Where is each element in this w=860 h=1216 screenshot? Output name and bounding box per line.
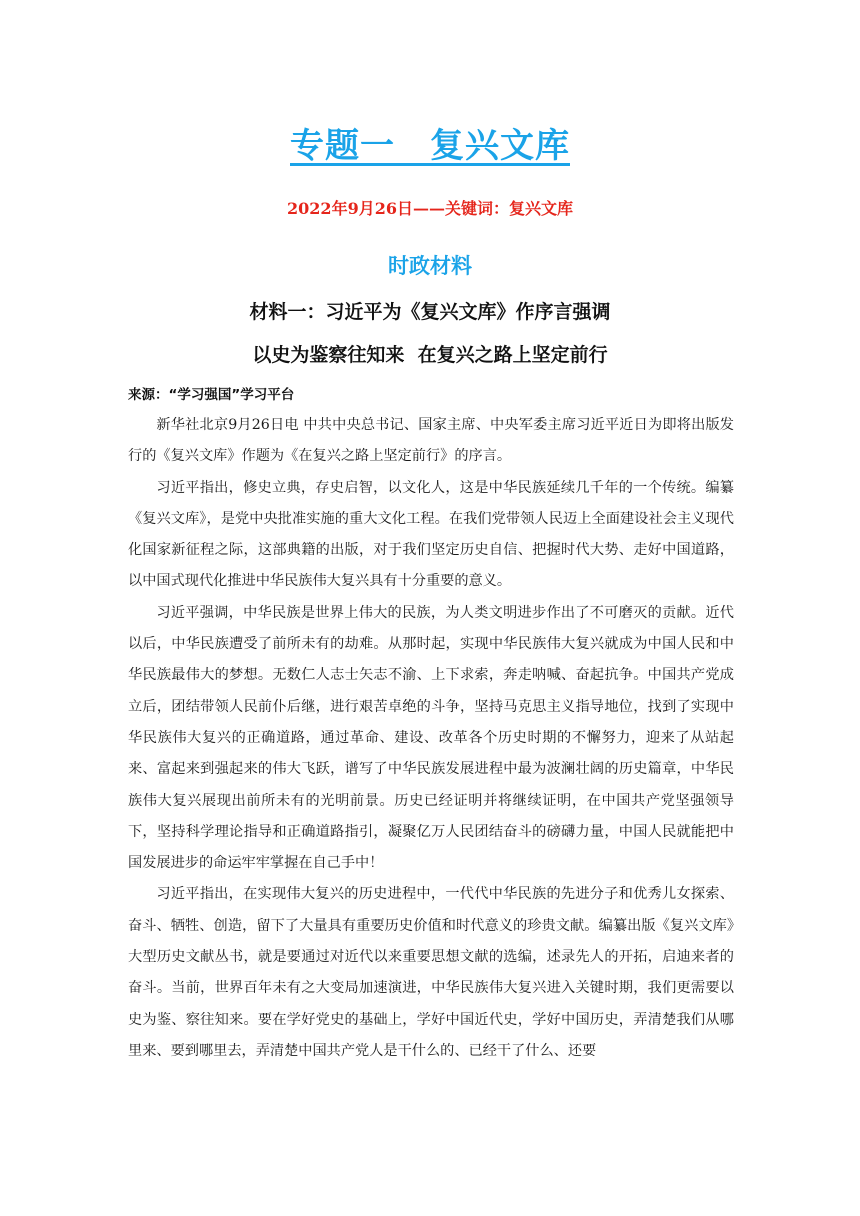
paragraph-2: 习近平指出，修史立典，存史启智，以文化人，这是中华民族延续几千年的一个传统。编纂《复兴文库》，是党中央批准实施的重大文化工程。在我们党带领人民迈上全面建设社会主义现代化国家新征程之际，这部典籍的出版，对于我们坚定历史自信、把握时代大势、走好中国道路，以中国式现代化推进中华民族伟大复兴具有十分重要的意义。: [128, 479, 734, 590]
date-keyword-line: 2022年9月26日——关键词：复兴文库: [287, 199, 573, 218]
main-title: 专题一 复兴文库: [290, 126, 570, 166]
paragraph-3: 习近平强调，中华民族是世界上伟大的民族，为人类文明进步作出了不可磨灭的贡献。近代以后，中华民族遭受了前所未有的劫难。从那时起，实现中华民族伟大复兴就成为中国人民和中华民族最伟大的梦想。无数仁人志士矢志不渝、上下求索，奔走呐喊、奋起抗争。中国共产党成立后，团结带领人民前仆后继，进行艰苦卓绝的斗争，坚持马克思主义指导地位，找到了实现中华民族伟大复兴的正确道路，通过革命、建设、改革各个历史时期的不懈努力，迎来了从站起来、富起来到强起来的伟大飞跃，谱写了中华民族发展进程中最为波澜壮阔的历史篇章，中华民族伟大复兴展现出前所未有的光明前景。历史已经证明并将继续证明，在中国共产党坚强领导下，坚持科学理论指导和正确道路指引，凝聚亿万人民团结奋斗的磅礴力量，中国人民就能把中国发展进步的命运牢牢掌握在自己手中！: [128, 604, 734, 872]
material-title-line-2: 以史为鉴察往知来 在复兴之路上坚定前行: [252, 344, 608, 366]
paragraph-4: 习近平指出，在实现伟大复兴的历史进程中，一代代中华民族的先进分子和优秀儿女探索、奋斗、牺牲、创造，留下了大量具有重要历史价值和时代意义的珍贵文献。编纂出版《复兴文库》大型历史文献丛书，就是要通过对近代以来重要思想文献的选编，述录先人的开拓，启迪来者的奋斗。当前，世界百年未有之大变局加速演进，中华民族伟大复兴进入关键时期，我们更需要以史为鉴、察往知来。要在学好党史的基础上，学好中国近代史，学好中国历史，弄清楚我们从哪里来、要到哪里去，弄清楚中国共产党人是干什么的、已经干了什么、还要: [128, 886, 734, 1059]
paragraph-1: 新华社北京9月26日电 中共中央总书记、国家主席、中央军委主席习近平近日为即将出版发行的《复兴文库》作题为《在复兴之路上坚定前行》的序言。: [128, 417, 734, 465]
source-line: 来源：“学习强国”学习平台: [128, 387, 295, 403]
material-title-line-1: 材料一：习近平为《复兴文库》作序言强调: [249, 301, 611, 323]
section-heading: 时政材料: [388, 254, 472, 278]
article-body: [128, 410, 734, 1067]
